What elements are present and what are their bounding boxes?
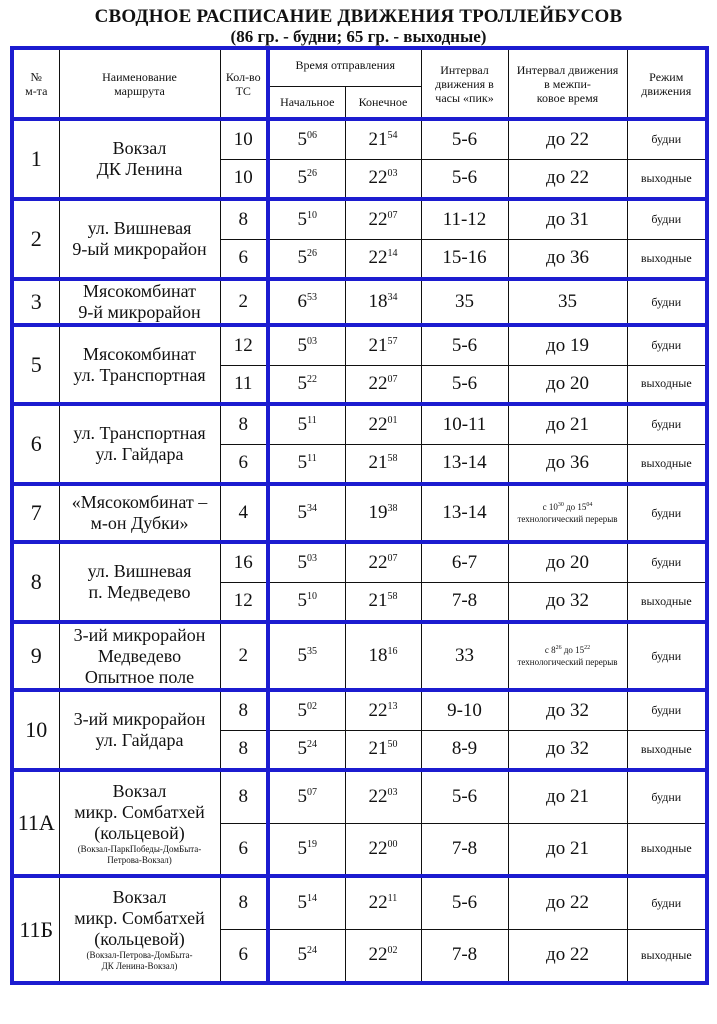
end-time: $21^{54}$ — [345, 119, 421, 159]
offpeak-interval: до 22 — [508, 929, 627, 983]
mode: выходные — [627, 823, 707, 876]
vehicle-count: 12 — [220, 582, 268, 622]
vehicle-count: 10 — [220, 159, 268, 199]
peak-interval: 33 — [421, 622, 508, 690]
header-number: № м-та — [12, 48, 59, 119]
offpeak-interval: до 31 — [508, 199, 627, 239]
vehicle-count: 8 — [220, 199, 268, 239]
start-time: $5^{24}$ — [268, 929, 345, 983]
offpeak-interval: 35 — [508, 279, 627, 325]
start-time: $5^{10}$ — [268, 582, 345, 622]
peak-interval: 5-6 — [421, 365, 508, 404]
peak-interval: 6-7 — [421, 542, 508, 582]
table-row — [12, 279, 707, 325]
route-number: 11А — [12, 770, 59, 876]
end-time: $18^{34}$ — [345, 279, 421, 325]
peak-interval: 11-12 — [421, 199, 508, 239]
table-row — [12, 770, 707, 823]
end-time: $22^{03}$ — [345, 159, 421, 199]
header-departure: Время отправления — [268, 48, 421, 86]
vehicle-count: 16 — [220, 542, 268, 582]
peak-interval: 5-6 — [421, 876, 508, 929]
peak-interval: 35 — [421, 279, 508, 325]
mode: будни — [627, 119, 707, 159]
mode: выходные — [627, 444, 707, 484]
offpeak-interval: с $8^{26}$ до $15^{22}$ технологический перерыв — [508, 622, 627, 690]
header-start: Начальное — [268, 86, 345, 119]
start-time: $5^{24}$ — [268, 730, 345, 770]
start-time: $5^{34}$ — [268, 484, 345, 542]
vehicle-count: 6 — [220, 444, 268, 484]
peak-interval: 7-8 — [421, 582, 508, 622]
vehicle-count: 4 — [220, 484, 268, 542]
peak-interval: 5-6 — [421, 159, 508, 199]
schedule-table — [10, 46, 709, 985]
mode: будни — [627, 542, 707, 582]
offpeak-interval: до 22 — [508, 119, 627, 159]
vehicle-count: 8 — [220, 876, 268, 929]
page-subtitle: (86 гр. - будни; 65 гр. - выходные) — [230, 27, 487, 46]
peak-interval: 5-6 — [421, 770, 508, 823]
route-name: Мясокомбинат ул. Транспортная — [59, 325, 220, 404]
table-row — [12, 876, 707, 929]
vehicle-count: 8 — [220, 690, 268, 730]
peak-interval: 10-11 — [421, 404, 508, 444]
mode: будни — [627, 325, 707, 365]
start-time: $5^{06}$ — [268, 119, 345, 159]
vehicle-count: 6 — [220, 823, 268, 876]
start-time: $5^{11}$ — [268, 444, 345, 484]
vehicle-count: 2 — [220, 622, 268, 690]
vehicle-count: 2 — [220, 279, 268, 325]
start-time: $5^{19}$ — [268, 823, 345, 876]
peak-interval: 5-6 — [421, 119, 508, 159]
offpeak-interval: до 22 — [508, 159, 627, 199]
peak-interval: 7-8 — [421, 823, 508, 876]
end-time: $22^{03}$ — [345, 770, 421, 823]
end-time: $22^{07}$ — [345, 365, 421, 404]
end-time: $18^{16}$ — [345, 622, 421, 690]
table-row — [12, 542, 707, 582]
start-time: $5^{35}$ — [268, 622, 345, 690]
route-name: ул. Транспортная ул. Гайдара — [59, 404, 220, 484]
route-name: «Мясокомбинат – м-он Дубки» — [59, 484, 220, 542]
mode: выходные — [627, 929, 707, 983]
vehicle-count: 8 — [220, 770, 268, 823]
start-time: $5^{03}$ — [268, 325, 345, 365]
start-time: $5^{02}$ — [268, 690, 345, 730]
route-number: 10 — [12, 690, 59, 770]
peak-interval: 5-6 — [421, 325, 508, 365]
route-name: Вокзал микр. Сомбатхей (кольцевой) (Вокзал-ПаркПобеды-ДомБыта- Петрова-Вокзал) — [59, 770, 220, 876]
offpeak-interval: до 21 — [508, 823, 627, 876]
offpeak-interval: с $10^{30}$ до $15^{04}$ технологический перерыв — [508, 484, 627, 542]
header-name: Наименование маршрута — [59, 48, 220, 119]
mode: будни — [627, 404, 707, 444]
mode: выходные — [627, 239, 707, 279]
header-mode: Режим движения — [627, 48, 707, 119]
schedule-body — [12, 119, 707, 983]
mode: будни — [627, 199, 707, 239]
route-number: 7 — [12, 484, 59, 542]
table-row — [12, 404, 707, 444]
vehicle-count: 12 — [220, 325, 268, 365]
start-time: $5^{03}$ — [268, 542, 345, 582]
end-time: $21^{58}$ — [345, 444, 421, 484]
table-row — [12, 199, 707, 239]
offpeak-interval: до 20 — [508, 365, 627, 404]
table-row — [12, 119, 707, 159]
table-row — [12, 325, 707, 365]
end-time: $22^{07}$ — [345, 542, 421, 582]
offpeak-interval: до 22 — [508, 876, 627, 929]
route-number: 1 — [12, 119, 59, 199]
vehicle-count: 6 — [220, 929, 268, 983]
route-number: 5 — [12, 325, 59, 404]
start-time: $5^{22}$ — [268, 365, 345, 404]
mode: будни — [627, 690, 707, 730]
table-row — [12, 690, 707, 730]
mode: будни — [627, 876, 707, 929]
route-name: Вокзал ДК Ленина — [59, 119, 220, 199]
header-vehicles: Кол-во ТС — [220, 48, 268, 119]
start-time: $5^{26}$ — [268, 159, 345, 199]
end-time: $22^{13}$ — [345, 690, 421, 730]
end-time: $21^{57}$ — [345, 325, 421, 365]
end-time: $21^{58}$ — [345, 582, 421, 622]
header-offpeak: Интервал движения в межпи- ковое время — [508, 48, 627, 119]
mode: будни — [627, 279, 707, 325]
end-time: $22^{11}$ — [345, 876, 421, 929]
mode: выходные — [627, 582, 707, 622]
end-time: $22^{07}$ — [345, 199, 421, 239]
start-time: $5^{14}$ — [268, 876, 345, 929]
mode: будни — [627, 484, 707, 542]
route-number: 6 — [12, 404, 59, 484]
mode: будни — [627, 622, 707, 690]
route-number: 9 — [12, 622, 59, 690]
peak-interval: 15-16 — [421, 239, 508, 279]
route-name: 3-ий микрорайон ул. Гайдара — [59, 690, 220, 770]
offpeak-interval: до 19 — [508, 325, 627, 365]
offpeak-interval: до 21 — [508, 404, 627, 444]
route-number: 2 — [12, 199, 59, 279]
offpeak-interval: до 36 — [508, 444, 627, 484]
vehicle-count: 10 — [220, 119, 268, 159]
mode: будни — [627, 770, 707, 823]
peak-interval: 7-8 — [421, 929, 508, 983]
offpeak-interval: до 36 — [508, 239, 627, 279]
route-name: Мясокомбинат 9-й микрорайон — [59, 279, 220, 325]
header-peak: Интервал движения в часы «пик» — [421, 48, 508, 119]
end-time: $22^{00}$ — [345, 823, 421, 876]
vehicle-count: 8 — [220, 730, 268, 770]
end-time: $22^{02}$ — [345, 929, 421, 983]
page-title: СВОДНОЕ РАСПИСАНИЕ ДВИЖЕНИЯ ТРОЛЛЕЙБУСОВ — [94, 6, 623, 27]
route-number: 3 — [12, 279, 59, 325]
offpeak-interval: до 21 — [508, 770, 627, 823]
mode: выходные — [627, 730, 707, 770]
header-end: Конечное — [345, 86, 421, 119]
start-time: $5^{07}$ — [268, 770, 345, 823]
peak-interval: 13-14 — [421, 444, 508, 484]
mode: выходные — [627, 365, 707, 404]
vehicle-count: 11 — [220, 365, 268, 404]
start-time: $6^{53}$ — [268, 279, 345, 325]
offpeak-interval: до 32 — [508, 690, 627, 730]
start-time: $5^{26}$ — [268, 239, 345, 279]
route-name: 3-ий микрорайон Медведево Опытное поле — [59, 622, 220, 690]
mode: выходные — [627, 159, 707, 199]
peak-interval: 9-10 — [421, 690, 508, 730]
vehicle-count: 8 — [220, 404, 268, 444]
route-name: Вокзал микр. Сомбатхей (кольцевой) (Вокзал-Петрова-ДомБыта- ДК Ленина-Вокзал) — [59, 876, 220, 983]
route-name: ул. Вишневая п. Медведево — [59, 542, 220, 622]
end-time: $22^{01}$ — [345, 404, 421, 444]
start-time: $5^{11}$ — [268, 404, 345, 444]
offpeak-interval: до 32 — [508, 730, 627, 770]
table-row — [12, 484, 707, 542]
start-time: $5^{10}$ — [268, 199, 345, 239]
route-number: 8 — [12, 542, 59, 622]
offpeak-interval: до 32 — [508, 582, 627, 622]
end-time: $21^{50}$ — [345, 730, 421, 770]
table-row — [12, 622, 707, 690]
route-name: ул. Вишневая 9-ый микрорайон — [59, 199, 220, 279]
peak-interval: 8-9 — [421, 730, 508, 770]
end-time: $19^{38}$ — [345, 484, 421, 542]
vehicle-count: 6 — [220, 239, 268, 279]
offpeak-interval: до 20 — [508, 542, 627, 582]
route-number: 11Б — [12, 876, 59, 983]
end-time: $22^{14}$ — [345, 239, 421, 279]
peak-interval: 13-14 — [421, 484, 508, 542]
